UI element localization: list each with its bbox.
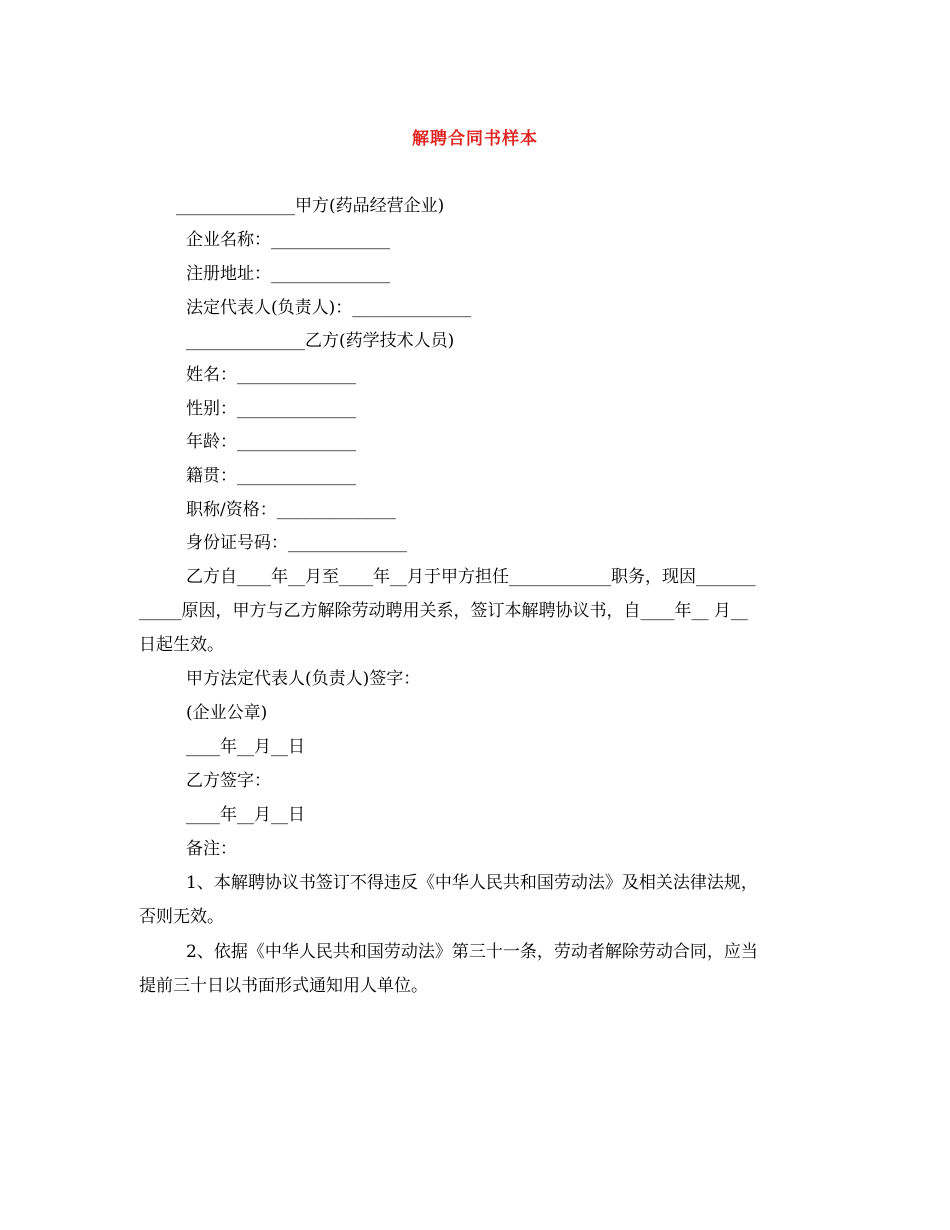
registered-address-line: 注册地址：______________ [186,264,390,284]
gender-line: 性别：______________ [186,399,356,419]
page-title: 解聘合同书样本 [412,129,538,149]
dismissal-paragraph-line-2: _____原因，甲方与乙方解除劳动聘用关系，签订本解聘协议书，自____年__ 月__ [139,601,748,621]
dismissal-paragraph-line-1: 乙方自____年__月至____年__月于甲方担任____________职务，现因_______ [186,567,756,587]
id-number-line: 身份证号码：______________ [186,533,407,553]
party-b-signature-line: 乙方签字： [186,771,271,791]
remarks-heading: 备注： [186,839,237,859]
legal-representative-line: 法定代表人(负责人)：______________ [186,298,472,318]
native-place-line: 籍贯：______________ [186,466,356,486]
company-name-line: 企业名称：______________ [186,230,390,250]
party-b-heading: ______________乙方(药学技术人员) [186,331,455,351]
party-b-date-line: ____年__月__日 [186,805,305,825]
company-seal-line: (企业公章) [186,703,268,723]
party-a-signature-line: 甲方法定代表人(负责人)签字： [186,669,421,689]
title-qualification-line: 职称/资格：______________ [186,500,396,520]
age-line: 年龄：______________ [186,432,356,452]
remark-1-line-1: 1、本解聘协议书签订不得违反《中华人民共和国劳动法》及相关法律法规， [186,873,758,893]
dismissal-paragraph-line-3: 日起生效。 [139,635,224,655]
party-a-date-line: ____年__月__日 [186,737,305,757]
party-a-heading: ______________甲方(药品经营企业) [176,196,445,216]
remark-2-line-2: 提前三十日以书面形式通知用人单位。 [139,976,428,996]
remark-2-line-1: 2、依据《中华人民共和国劳动法》第三十一条，劳动者解除劳动合同，应当 [186,942,758,962]
name-line: 姓名：______________ [186,365,356,385]
remark-1-line-2: 否则无效。 [139,907,224,927]
